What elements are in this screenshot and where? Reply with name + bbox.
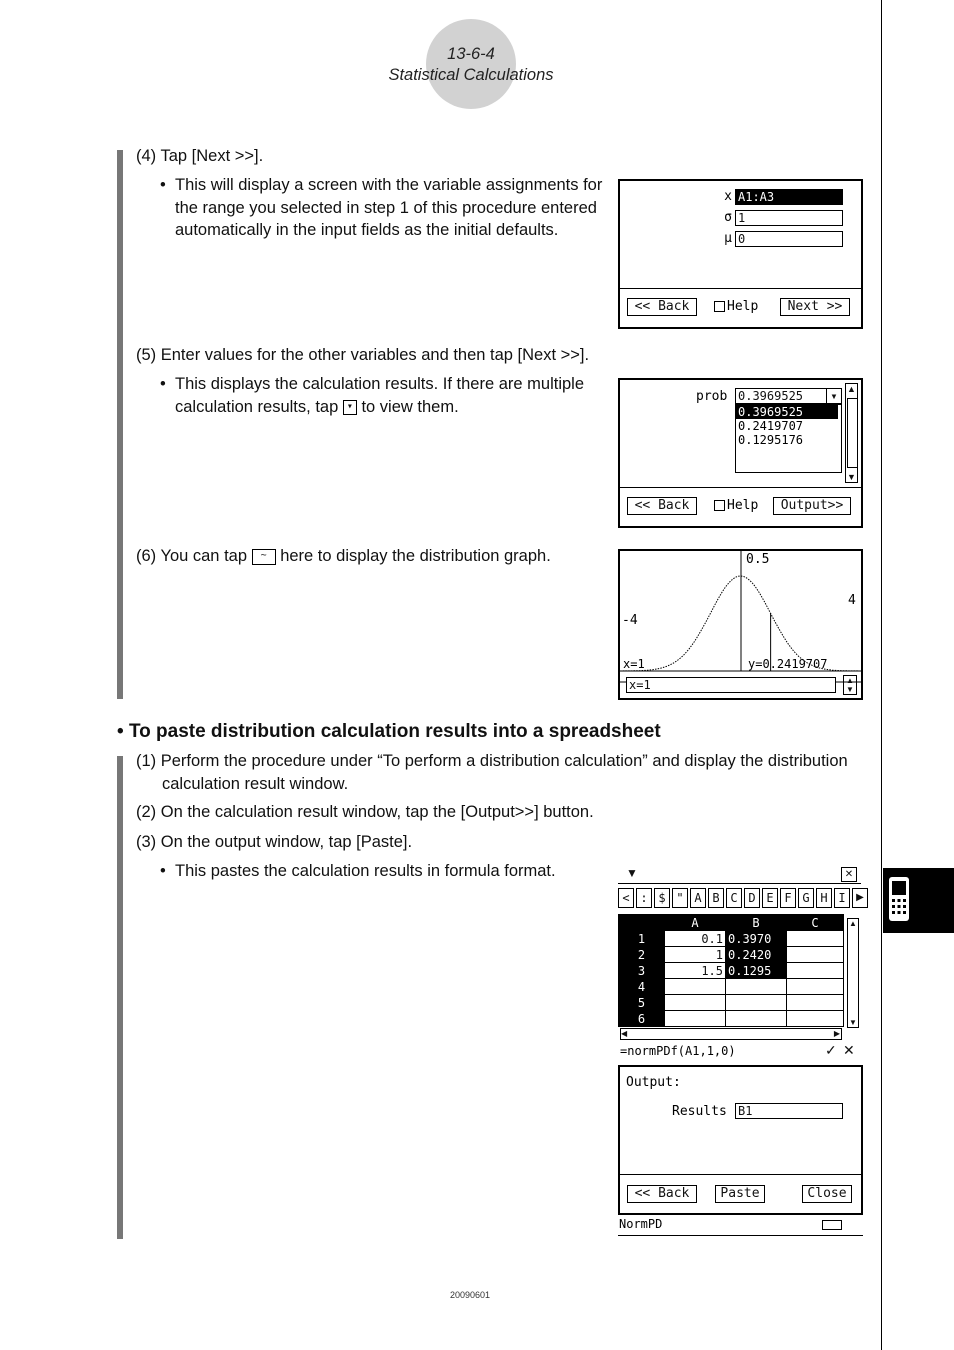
var-mu-label: μ [724,231,732,246]
bullet-icon: • [117,721,129,742]
col-header[interactable]: C [787,915,844,931]
back-button[interactable]: << Back [627,497,697,515]
page-right-rule [881,0,882,1350]
step-6-b: here to display the distribution graph. [280,547,551,565]
dropdown-arrow-icon[interactable]: ▾ [826,388,842,404]
distribution-graph [620,551,861,698]
x-value: A1:A3 [738,190,775,204]
cell[interactable] [726,1011,787,1027]
paste-step-2: (2) On the calculation result window, tap the [Output>>] button. [136,803,594,821]
cell[interactable] [726,995,787,1011]
title-bar [618,866,861,884]
cell[interactable] [787,963,844,979]
cell[interactable]: 0.2420 [726,947,787,963]
col-header[interactable]: B [726,915,787,931]
table-row [619,931,844,947]
row-header[interactable]: 2 [619,947,665,963]
results-field[interactable]: B1 [735,1103,843,1119]
cell[interactable] [665,979,726,995]
cell[interactable]: 0.1295 [726,963,787,979]
toolbar-button[interactable]: C [726,888,742,908]
toolbar-button[interactable]: F [780,888,796,908]
col-header[interactable]: A [665,915,726,931]
step-5-note-b: to view them. [361,397,459,416]
list-item-selected[interactable]: 0.3969525 [736,405,838,419]
prob-list[interactable] [735,404,842,473]
toolbar-button[interactable]: $ [654,888,670,908]
cell[interactable] [787,995,844,1011]
cell[interactable]: 0.1 [665,931,726,947]
procedure-bar-2 [117,756,123,1239]
output-title: Output: [626,1075,681,1090]
cancel-icon[interactable]: ✕ [843,1042,855,1058]
section-title [117,721,661,743]
table-row [619,995,844,1011]
header-row [619,915,844,931]
scroll-up-icon[interactable]: ▲ [847,384,856,394]
paste-step-3: (3) On the output window, tap [Paste]. [136,833,413,851]
step-4: (4) Tap [Next >>]. [136,147,264,165]
section-title-text: To paste distribution calculation results into a spreadsheet [128,721,661,742]
divider [620,288,861,289]
scroll-down-icon[interactable]: ▼ [847,472,856,482]
close-button[interactable]: Close [802,1185,852,1203]
help-checkbox[interactable] [714,299,758,314]
close-icon[interactable]: ✕ [841,867,857,882]
var-sigma-label: σ [724,210,732,225]
toolbar-button[interactable]: : [636,888,652,908]
menu-icon[interactable]: ▼ [626,866,638,880]
status-rule [618,1235,863,1236]
dropdown-arrow-icon: ▾ [343,400,357,415]
paste-step-1: (1) Perform the procedure under “To perform a distribution calculation” and display the distribution calculation result window. [136,752,848,793]
cell[interactable] [665,995,726,1011]
step-6 [136,545,606,568]
spreadsheet-window [618,866,863,1062]
mu-field[interactable]: 0 [735,231,843,247]
step-6-a: (6) You can tap [136,547,248,565]
toolbar-button[interactable]: E [762,888,778,908]
scrollbar[interactable] [845,383,858,483]
checkbox-icon [714,500,725,511]
row-header[interactable]: 5 [619,995,665,1011]
cell[interactable] [787,979,844,995]
result-screen [618,378,863,528]
cell[interactable] [726,979,787,995]
corner-cell [619,915,665,931]
page-number: 13-6-4 [447,45,495,63]
bullet-dot: • [160,176,166,194]
help-label: Help [727,498,759,513]
divider [620,1174,861,1175]
var-x-label: x [724,189,732,204]
table-row [619,963,844,979]
cell[interactable] [787,1011,844,1027]
list-item[interactable]: 0.2419707 [738,419,804,433]
y-max-label: 0.5 [746,552,770,567]
output-dialog [618,1065,863,1215]
sheet-grid [618,914,844,1027]
x-max-label: 4 [848,593,856,608]
graph-icon: ~ [252,549,276,565]
prob-label: prob [696,389,728,404]
graph-screen [618,549,863,700]
chapter-tab [883,868,954,933]
step-4-note: This will display a screen with the variable assignments for the range you selected in step 1 of this procedure entered automatically in the input fields as the initial defaults. [175,176,603,239]
horizontal-scrollbar[interactable]: ◀ ▶ [621,1029,840,1038]
prob-select[interactable]: 0.3969525 [735,388,827,404]
x-readout: x=1 [623,657,645,671]
bullet-dot: • [160,862,166,880]
toolbar-next-icon[interactable]: ▶ [852,888,868,908]
check-icon[interactable]: ✓ [825,1042,837,1058]
divider [620,487,861,488]
step-5: (5) Enter values for the other variables and then tap [Next >>]. [136,346,590,364]
stepper-icon[interactable]: ▲ ▼ [843,675,857,695]
sheet-toolbar [618,888,868,908]
results-label: Results [672,1104,727,1119]
battery-icon [822,1220,842,1230]
row-header[interactable]: 6 [619,1011,665,1027]
x-field[interactable] [735,189,843,205]
list-item[interactable]: 0.1295176 [738,433,804,447]
status-mode: NormPD [619,1217,663,1231]
row-header[interactable]: 3 [619,963,665,979]
toolbar-button[interactable]: A [690,888,706,908]
next-button[interactable]: Next >> [780,298,850,316]
toolbar-button[interactable]: H [816,888,832,908]
bullet-dot: • [160,375,166,393]
help-checkbox[interactable] [714,498,758,513]
variable-screen [618,179,863,329]
step-5-note [175,373,595,418]
toolbar-button[interactable]: < [618,888,634,908]
help-label: Help [727,299,759,314]
toolbar-button[interactable]: I [834,888,850,908]
procedure-bar [117,150,123,699]
toolbar-button[interactable]: G [798,888,814,908]
step-5-note-a: This displays the calculation results. If there are multiple calculation results, tap [175,375,585,416]
y-readout: y=0.2419707 [748,657,828,671]
sigma-field[interactable]: 1 [735,210,843,226]
sheet-table [618,914,844,1027]
paste-note: This pastes the calculation results in formula format. [175,862,556,880]
output-button[interactable]: Output>> [773,497,851,515]
toolbar-button[interactable]: " [672,888,688,908]
paste-button[interactable]: Paste [715,1185,765,1203]
formula-bar[interactable]: =normPDf(A1,1,0) [620,1044,736,1058]
back-button[interactable]: << Back [627,298,697,316]
row-header[interactable]: 4 [619,979,665,995]
cell[interactable]: 1 [665,947,726,963]
cell[interactable]: 1.5 [665,963,726,979]
cell[interactable]: 0.3970 [726,931,787,947]
cell[interactable] [787,947,844,963]
checkbox-icon [714,301,725,312]
table-row [619,947,844,963]
scroll-thumb[interactable] [847,398,858,468]
row-header[interactable]: 1 [619,931,665,947]
cell[interactable] [787,931,844,947]
x-min-label: -4 [622,613,638,628]
calculator-icon [883,868,954,933]
section-name: Statistical Calculations [388,66,554,84]
footer-code: 20090601 [449,1290,491,1300]
page-header [360,44,582,86]
toolbar-button[interactable]: B [708,888,724,908]
x-input[interactable]: x=1 [626,677,836,693]
sheet-scrollbar[interactable]: ▲ ▼ [847,918,859,1028]
table-row [619,1011,844,1027]
table-row [619,979,844,995]
back-button[interactable]: << Back [627,1185,697,1203]
toolbar-button[interactable]: D [744,888,760,908]
cell[interactable] [665,1011,726,1027]
